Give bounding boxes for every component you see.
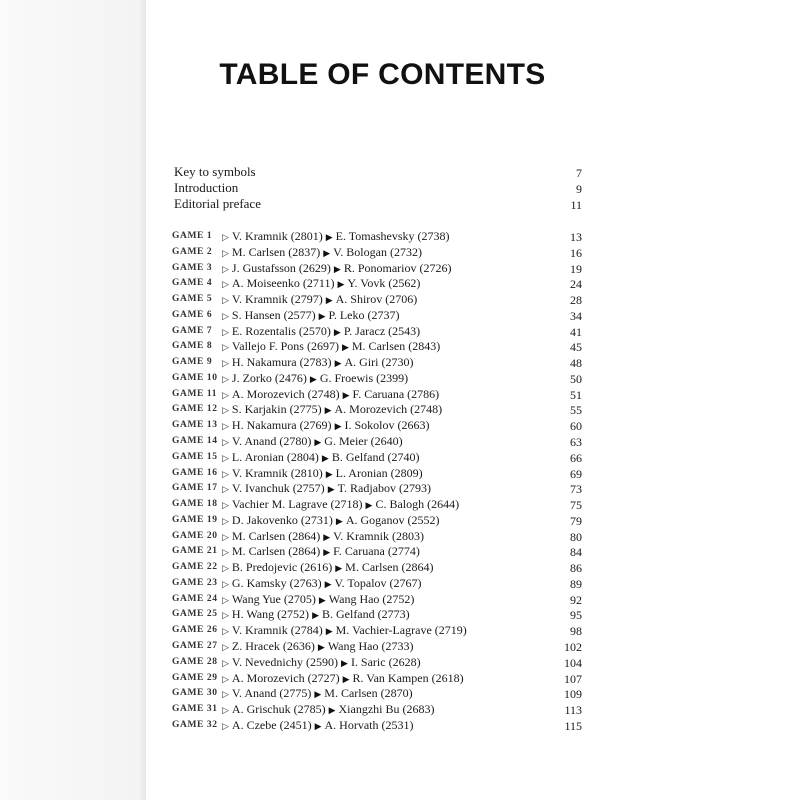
- black-triangle-icon: ▶: [325, 295, 333, 306]
- white-triangle-icon: ▷: [222, 610, 229, 621]
- game-entry: [172, 276, 582, 291]
- game-entry: [172, 481, 582, 496]
- white-player: Z. Hracek (2636): [231, 639, 315, 654]
- white-player: V. Anand (2780): [231, 434, 312, 448]
- white-triangle-icon: ▷: [222, 547, 229, 558]
- black-player: V. Bologan (2732): [333, 244, 422, 259]
- black-player: V. Topalov (2767): [334, 575, 422, 590]
- white-triangle-icon: ▷: [222, 326, 229, 337]
- black-player: Wang Hao (2752): [328, 591, 415, 606]
- black-triangle-icon: ▶: [317, 642, 325, 653]
- white-player: A. Grischuk (2785): [231, 702, 326, 717]
- game-label: GAME 21: [172, 546, 218, 557]
- game-label: GAME 28: [172, 656, 218, 667]
- page-number: 113: [564, 703, 582, 718]
- black-player: C. Balogh (2644): [375, 497, 460, 512]
- white-triangle-icon: ▷: [222, 515, 229, 526]
- black-triangle-icon: ▶: [328, 705, 336, 716]
- page-number: 24: [570, 277, 582, 292]
- game-label: GAME 32: [172, 719, 218, 730]
- game-label: GAME 18: [172, 499, 218, 510]
- black-triangle-icon: ▶: [325, 468, 333, 479]
- black-triangle-icon: ▶: [333, 263, 341, 274]
- black-triangle-icon: ▶: [342, 673, 350, 684]
- black-triangle-icon: ▶: [325, 626, 333, 637]
- white-triangle-icon: ▷: [222, 657, 229, 668]
- page-number: 19: [570, 261, 582, 276]
- white-player: A. Morozevich (2748): [231, 386, 340, 401]
- white-player: A. Moiseenko (2711): [231, 276, 335, 291]
- black-player: A. Morozevich (2748): [334, 402, 443, 417]
- page-number: 11: [570, 198, 582, 212]
- entry-title: Editorial preface: [174, 196, 261, 211]
- black-triangle-icon: ▶: [365, 500, 373, 511]
- page-number: 104: [564, 655, 582, 670]
- game-label: GAME 1: [172, 231, 213, 241]
- black-triangle-icon: ▶: [334, 358, 342, 369]
- page-number: 79: [570, 513, 582, 528]
- game-label: GAME 8: [172, 341, 213, 352]
- game-label: GAME 15: [172, 451, 218, 462]
- game-label: GAME 31: [172, 704, 218, 715]
- white-player: J. Gustafsson (2629): [231, 260, 331, 275]
- entry-title: Introduction: [174, 180, 239, 195]
- white-player: S. Karjakin (2775): [231, 402, 322, 417]
- white-triangle-icon: ▷: [222, 642, 229, 653]
- white-triangle-icon: ▷: [222, 279, 229, 290]
- game-label: GAME 14: [172, 436, 218, 446]
- entry-title: Key to symbols: [174, 164, 256, 179]
- game-label: GAME 25: [172, 609, 218, 620]
- black-triangle-icon: ▶: [314, 720, 322, 731]
- page-number: 109: [564, 687, 582, 702]
- black-player: A. Horvath (2531): [324, 717, 414, 732]
- game-entry: [172, 387, 582, 402]
- black-player: L. Aronian (2809): [335, 465, 423, 480]
- game-entry: [172, 324, 582, 339]
- page-number: 89: [570, 576, 582, 591]
- white-player: Vallejo F. Pons (2697): [231, 339, 339, 354]
- game-entry: [172, 671, 582, 686]
- game-label: GAME 6: [172, 309, 213, 320]
- black-triangle-icon: ▶: [323, 247, 331, 258]
- page-number: 73: [570, 482, 582, 497]
- black-player: A. Shirov (2706): [335, 292, 418, 307]
- white-player: V. Kramnik (2784): [231, 623, 323, 638]
- black-triangle-icon: ▶: [324, 405, 332, 416]
- game-entry: [172, 560, 582, 575]
- page-number: 45: [570, 340, 582, 355]
- white-player: H. Nakamura (2783): [231, 355, 332, 370]
- game-label: GAME 7: [172, 325, 213, 336]
- black-triangle-icon: ▶: [314, 437, 322, 447]
- front-matter-entry: [174, 180, 582, 196]
- page-number: 75: [570, 498, 582, 513]
- black-player: F. Caruana (2786): [352, 386, 440, 401]
- black-triangle-icon: ▶: [327, 484, 335, 495]
- page-number: 50: [570, 371, 582, 386]
- black-triangle-icon: ▶: [342, 389, 350, 400]
- white-triangle-icon: ▷: [222, 531, 229, 542]
- game-entry: [172, 623, 582, 638]
- black-player: P. Jaracz (2543): [343, 323, 421, 338]
- game-label: GAME 13: [172, 420, 218, 431]
- page-title: TABLE OF CONTENTS: [219, 58, 546, 91]
- page-number: 66: [570, 450, 582, 465]
- white-player: Wang Yue (2705): [231, 591, 316, 606]
- page-number: 48: [570, 356, 582, 371]
- page-number: 80: [570, 529, 582, 544]
- black-player: T. Radjabov (2793): [337, 481, 432, 496]
- game-label: GAME 10: [172, 372, 218, 383]
- black-triangle-icon: ▶: [341, 342, 349, 353]
- game-entry: [172, 339, 582, 354]
- white-player: Vachier M. Lagrave (2718): [231, 497, 363, 512]
- white-player: E. Rozentalis (2570): [231, 323, 331, 338]
- white-player: H. Wang (2752): [231, 607, 310, 622]
- white-triangle-icon: ▷: [222, 563, 229, 574]
- game-label: GAME 26: [172, 625, 218, 636]
- white-player: D. Jakovenko (2731): [231, 512, 333, 527]
- black-player: B. Gelfand (2740): [331, 449, 420, 464]
- black-player: F. Caruana (2774): [333, 544, 420, 559]
- white-triangle-icon: ▷: [222, 232, 229, 242]
- white-triangle-icon: ▷: [222, 389, 229, 400]
- page-number: 95: [570, 608, 582, 623]
- game-label: GAME 19: [172, 514, 218, 525]
- page-number: 34: [570, 308, 582, 323]
- black-player: B. Gelfand (2773): [321, 607, 410, 622]
- black-triangle-icon: ▶: [318, 594, 326, 605]
- black-player: A. Giri (2730): [344, 355, 414, 370]
- page-number: 16: [570, 245, 582, 260]
- white-triangle-icon: ▷: [222, 373, 229, 384]
- white-player: V. Kramnik (2810): [231, 465, 323, 480]
- page-number: 69: [570, 466, 582, 481]
- black-player: R. Van Kampen (2618): [352, 670, 464, 685]
- game-label: GAME 12: [172, 404, 218, 415]
- page-number: 84: [570, 545, 582, 560]
- page-number: 28: [570, 293, 582, 308]
- black-player: G. Meier (2640): [324, 434, 403, 448]
- page-number: 13: [570, 230, 582, 244]
- white-triangle-icon: ▷: [222, 263, 229, 274]
- white-triangle-icon: ▷: [222, 310, 229, 321]
- page-number: 51: [570, 387, 582, 402]
- black-triangle-icon: ▶: [309, 373, 317, 384]
- game-label: GAME 24: [172, 593, 218, 604]
- black-triangle-icon: ▶: [337, 279, 345, 290]
- page-number: 7: [576, 166, 582, 180]
- white-player: V. Kramnik (2797): [231, 292, 323, 307]
- game-label: GAME 29: [172, 672, 218, 683]
- game-label: GAME 30: [172, 688, 218, 699]
- game-entry: [172, 544, 582, 559]
- black-player: V. Kramnik (2803): [333, 528, 424, 543]
- black-player: M. Vachier-Lagrave (2719): [335, 623, 467, 638]
- game-entry: [172, 355, 582, 370]
- white-triangle-icon: ▷: [222, 437, 229, 447]
- black-triangle-icon: ▶: [335, 563, 343, 574]
- page-number: 115: [564, 718, 582, 733]
- game-entry: [172, 686, 582, 701]
- white-player: V. Anand (2775): [231, 686, 312, 701]
- black-triangle-icon: ▶: [341, 657, 348, 668]
- page-number: 98: [570, 624, 582, 639]
- black-triangle-icon: ▶: [333, 326, 341, 337]
- white-player: M. Carlsen (2864): [231, 528, 321, 543]
- black-player: A. Goganov (2552): [345, 512, 440, 527]
- white-player: V. Kramnik (2801): [231, 229, 323, 243]
- game-label: GAME 11: [172, 388, 218, 399]
- black-player: Wang Hao (2733): [327, 639, 414, 654]
- game-entry: [172, 718, 582, 733]
- white-player: J. Zorko (2476): [231, 370, 307, 385]
- white-triangle-icon: ▷: [222, 578, 229, 589]
- white-triangle-icon: ▷: [222, 500, 229, 511]
- game-entry: [172, 308, 582, 323]
- black-triangle-icon: ▶: [323, 531, 331, 542]
- game-entry: [172, 497, 582, 512]
- front-matter-entry: [174, 164, 582, 180]
- page-number: 107: [564, 671, 582, 686]
- white-triangle-icon: ▷: [222, 405, 229, 416]
- game-label: GAME 2: [172, 246, 213, 257]
- game-label: GAME 5: [172, 294, 213, 305]
- black-triangle-icon: ▶: [314, 689, 322, 700]
- white-player: L. Aronian (2804): [231, 449, 319, 464]
- white-triangle-icon: ▷: [222, 484, 229, 495]
- black-triangle-icon: ▶: [325, 232, 333, 242]
- white-player: V. Nevednichy (2590): [231, 654, 339, 669]
- game-entry: [172, 229, 582, 244]
- page-number: 102: [564, 640, 582, 655]
- black-player: R. Ponomariov (2726): [343, 260, 452, 275]
- game-entry: [172, 434, 582, 449]
- page-number: 55: [570, 403, 582, 418]
- black-player: I. Saric (2628): [350, 654, 421, 669]
- black-player: I. Sokolov (2663): [344, 418, 430, 433]
- black-player: E. Tomashevsky (2738): [335, 229, 450, 243]
- white-player: A. Czebe (2451): [231, 717, 312, 732]
- white-player: V. Ivanchuk (2757): [231, 481, 325, 496]
- page-number: 9: [576, 182, 582, 196]
- game-entry: [172, 513, 582, 528]
- game-entry: [172, 702, 582, 717]
- game-entry: [172, 261, 582, 276]
- white-triangle-icon: ▷: [222, 358, 229, 369]
- white-triangle-icon: ▷: [222, 247, 229, 258]
- game-label: GAME 17: [172, 483, 218, 494]
- white-triangle-icon: ▷: [222, 295, 229, 306]
- white-triangle-icon: ▷: [222, 626, 229, 637]
- page-number: 92: [570, 592, 582, 607]
- white-player: H. Nakamura (2769): [231, 418, 332, 433]
- game-label: GAME 27: [172, 641, 218, 652]
- black-triangle-icon: ▶: [335, 515, 343, 526]
- black-player: Y. Vovk (2562): [347, 276, 421, 291]
- game-label: GAME 4: [172, 278, 213, 289]
- front-matter-entry: [174, 196, 582, 212]
- white-triangle-icon: ▷: [222, 452, 229, 463]
- white-triangle-icon: ▷: [222, 342, 229, 353]
- white-player: M. Carlsen (2837): [231, 244, 321, 259]
- black-triangle-icon: ▶: [321, 452, 329, 463]
- black-triangle-icon: ▶: [318, 310, 326, 321]
- white-triangle-icon: ▷: [222, 468, 229, 479]
- black-triangle-icon: ▶: [312, 610, 319, 621]
- black-player: M. Carlsen (2864): [345, 560, 434, 575]
- game-entry: [172, 418, 582, 433]
- game-entry: [172, 607, 582, 622]
- black-triangle-icon: ▶: [334, 421, 342, 432]
- white-player: B. Predojevic (2616): [231, 560, 333, 575]
- game-entry: [172, 529, 582, 544]
- page-number: 86: [570, 561, 582, 576]
- white-player: M. Carlsen (2864): [231, 544, 321, 559]
- page-number: 60: [570, 419, 582, 434]
- black-player: P. Leko (2737): [328, 307, 400, 322]
- game-label: GAME 23: [172, 577, 218, 588]
- page-edge-shadow: [0, 0, 146, 800]
- game-entry: [172, 402, 582, 417]
- white-triangle-icon: ▷: [222, 673, 229, 684]
- black-player: M. Carlsen (2870): [324, 686, 413, 701]
- game-entry: [172, 245, 582, 260]
- game-label: GAME 16: [172, 467, 218, 478]
- white-triangle-icon: ▷: [222, 705, 229, 716]
- game-entry: [172, 450, 582, 465]
- white-triangle-icon: ▷: [222, 421, 229, 432]
- white-triangle-icon: ▷: [222, 720, 229, 731]
- white-triangle-icon: ▷: [222, 594, 229, 605]
- game-entry: [172, 655, 582, 670]
- game-entry: [172, 576, 582, 591]
- game-label: GAME 20: [172, 530, 218, 541]
- game-entry: [172, 639, 582, 654]
- black-player: G. Froewis (2399): [319, 370, 409, 385]
- black-player: M. Carlsen (2843): [351, 339, 441, 354]
- white-player: S. Hansen (2577): [231, 307, 316, 322]
- black-triangle-icon: ▶: [324, 578, 332, 589]
- game-entry: [172, 371, 582, 386]
- game-label: GAME 22: [172, 562, 218, 573]
- white-player: A. Morozevich (2727): [231, 670, 340, 685]
- game-entry: [172, 592, 582, 607]
- black-player: Xiangzhi Bu (2683): [338, 702, 435, 717]
- white-player: G. Kamsky (2763): [231, 575, 322, 590]
- white-triangle-icon: ▷: [222, 689, 229, 700]
- game-label: GAME 3: [172, 262, 213, 273]
- game-entry: [172, 292, 582, 307]
- page-number: 41: [570, 324, 582, 339]
- black-triangle-icon: ▶: [323, 547, 331, 558]
- page-number: 63: [570, 435, 582, 449]
- game-label: GAME 9: [172, 357, 213, 368]
- game-entry: [172, 466, 582, 481]
